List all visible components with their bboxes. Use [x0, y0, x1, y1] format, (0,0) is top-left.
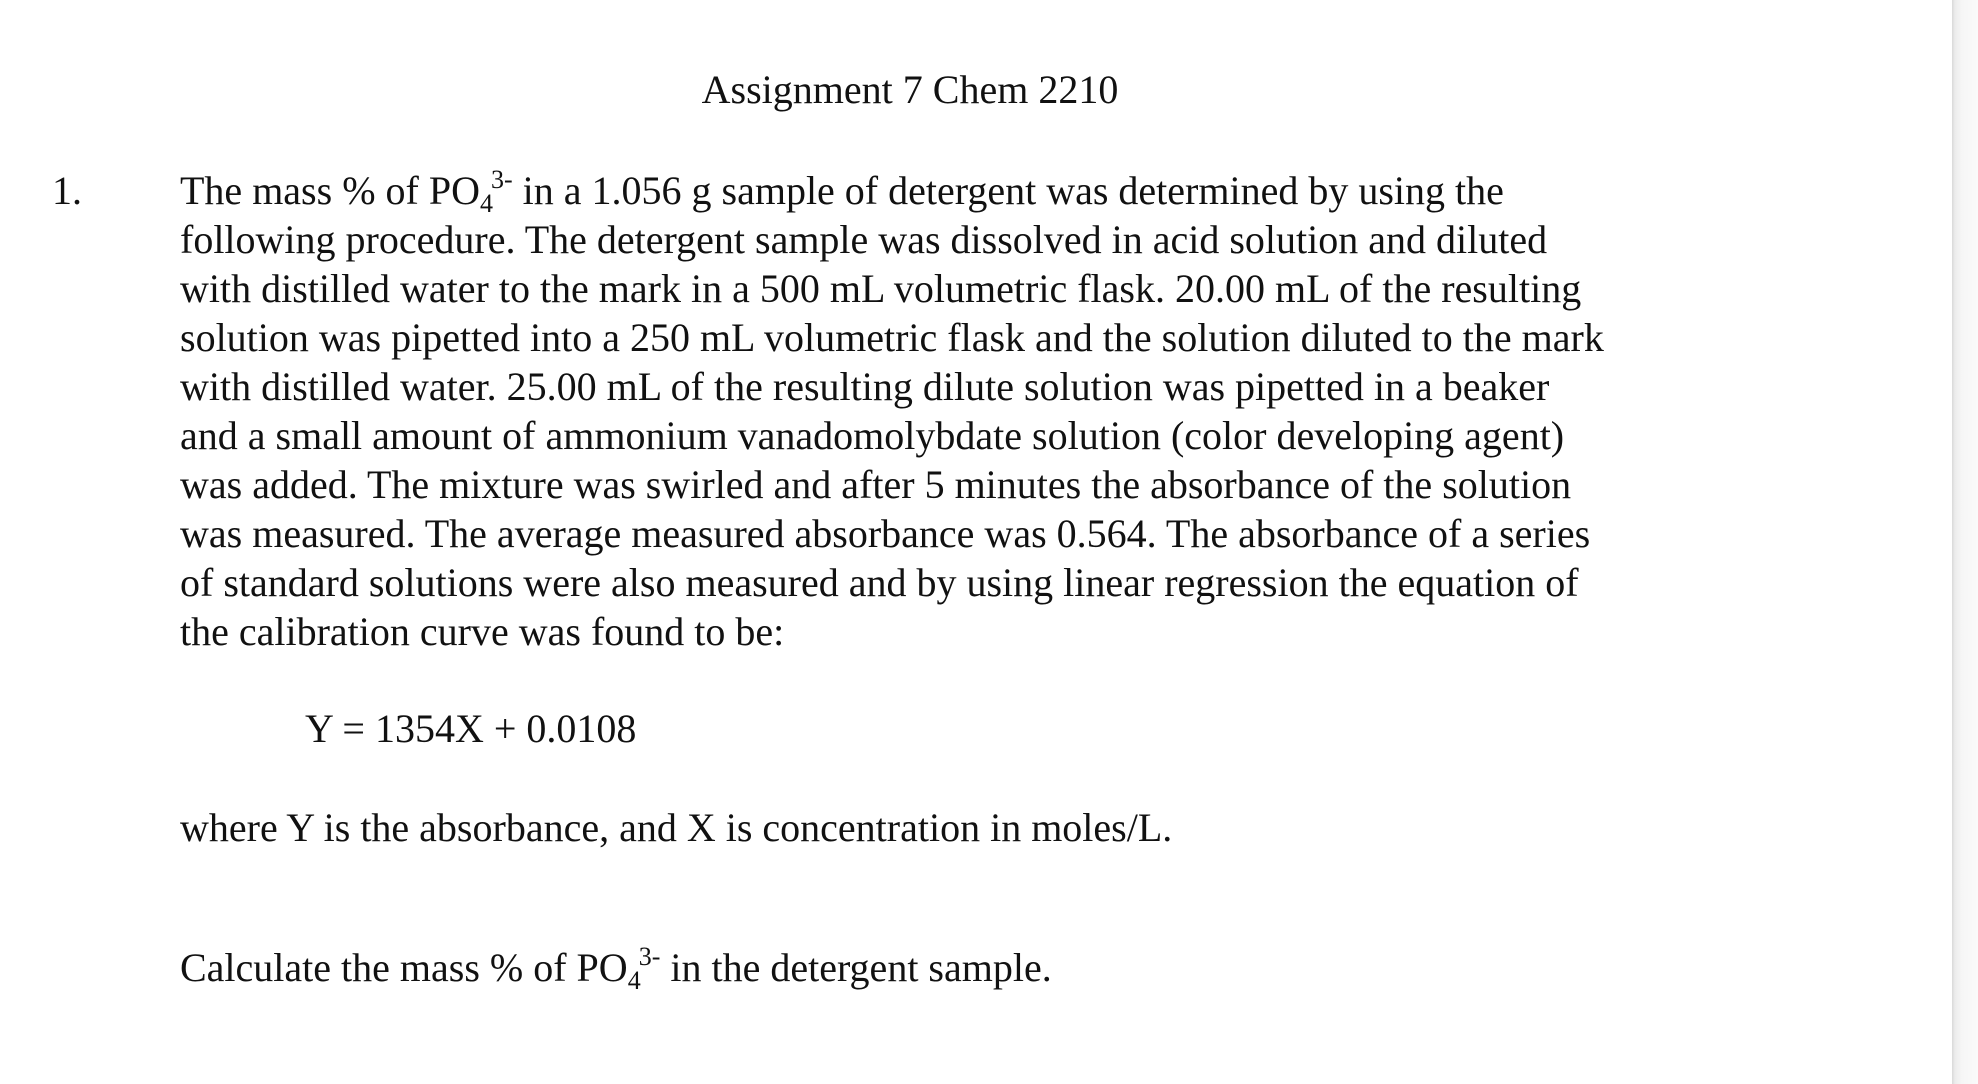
paragraph-line-9: of standard solutions were also measured and by using linear regression the equation of	[180, 560, 1579, 605]
prompt-text-end: in the detergent sample.	[660, 945, 1052, 990]
paragraph-text: in a 1.056 g sample of detergent was determined by using the	[512, 168, 1504, 213]
formula-subscript: 4	[479, 189, 493, 218]
paragraph-line-3: with distilled water to the mark in a 500 mL volumetric flask. 20.00 mL of the resulting	[180, 266, 1582, 311]
calibration-equation: Y = 1354X + 0.0108	[305, 706, 637, 751]
formula-text: The mass % of PO	[180, 168, 480, 213]
prompt-superscript: 3-	[638, 942, 661, 971]
question-prompt	[180, 942, 1052, 995]
paragraph-line-5: with distilled water. 25.00 mL of the resulting dilute solution was pipetted in a beaker	[180, 364, 1550, 409]
paragraph-line-2: following procedure. The detergent sample was dissolved in acid solution and diluted	[180, 217, 1548, 262]
assignment-title: Assignment 7 Chem 2210	[701, 67, 1119, 112]
formula-superscript: 3-	[490, 165, 513, 194]
paragraph-line-1	[180, 165, 1504, 218]
paragraph-line-7: was added. The mixture was swirled and after 5 minutes the absorbance of the solution	[180, 462, 1572, 507]
prompt-text: Calculate the mass % of PO	[180, 945, 628, 990]
page-edge-shadow	[1952, 0, 1978, 1084]
paragraph-line-8: was measured. The average measured absorbance was 0.564. The absorbance of a series	[180, 511, 1591, 556]
prompt-subscript: 4	[627, 966, 641, 995]
question-number: 1.	[52, 168, 82, 213]
variable-definition: where Y is the absorbance, and X is concentration in moles/L.	[180, 805, 1173, 850]
paragraph-line-4: solution was pipetted into a 250 mL volumetric flask and the solution diluted to the mark	[180, 315, 1604, 360]
paragraph-line-6: and a small amount of ammonium vanadomolybdate solution (color developing agent)	[180, 413, 1565, 458]
paragraph-line-10: the calibration curve was found to be:	[180, 609, 785, 654]
